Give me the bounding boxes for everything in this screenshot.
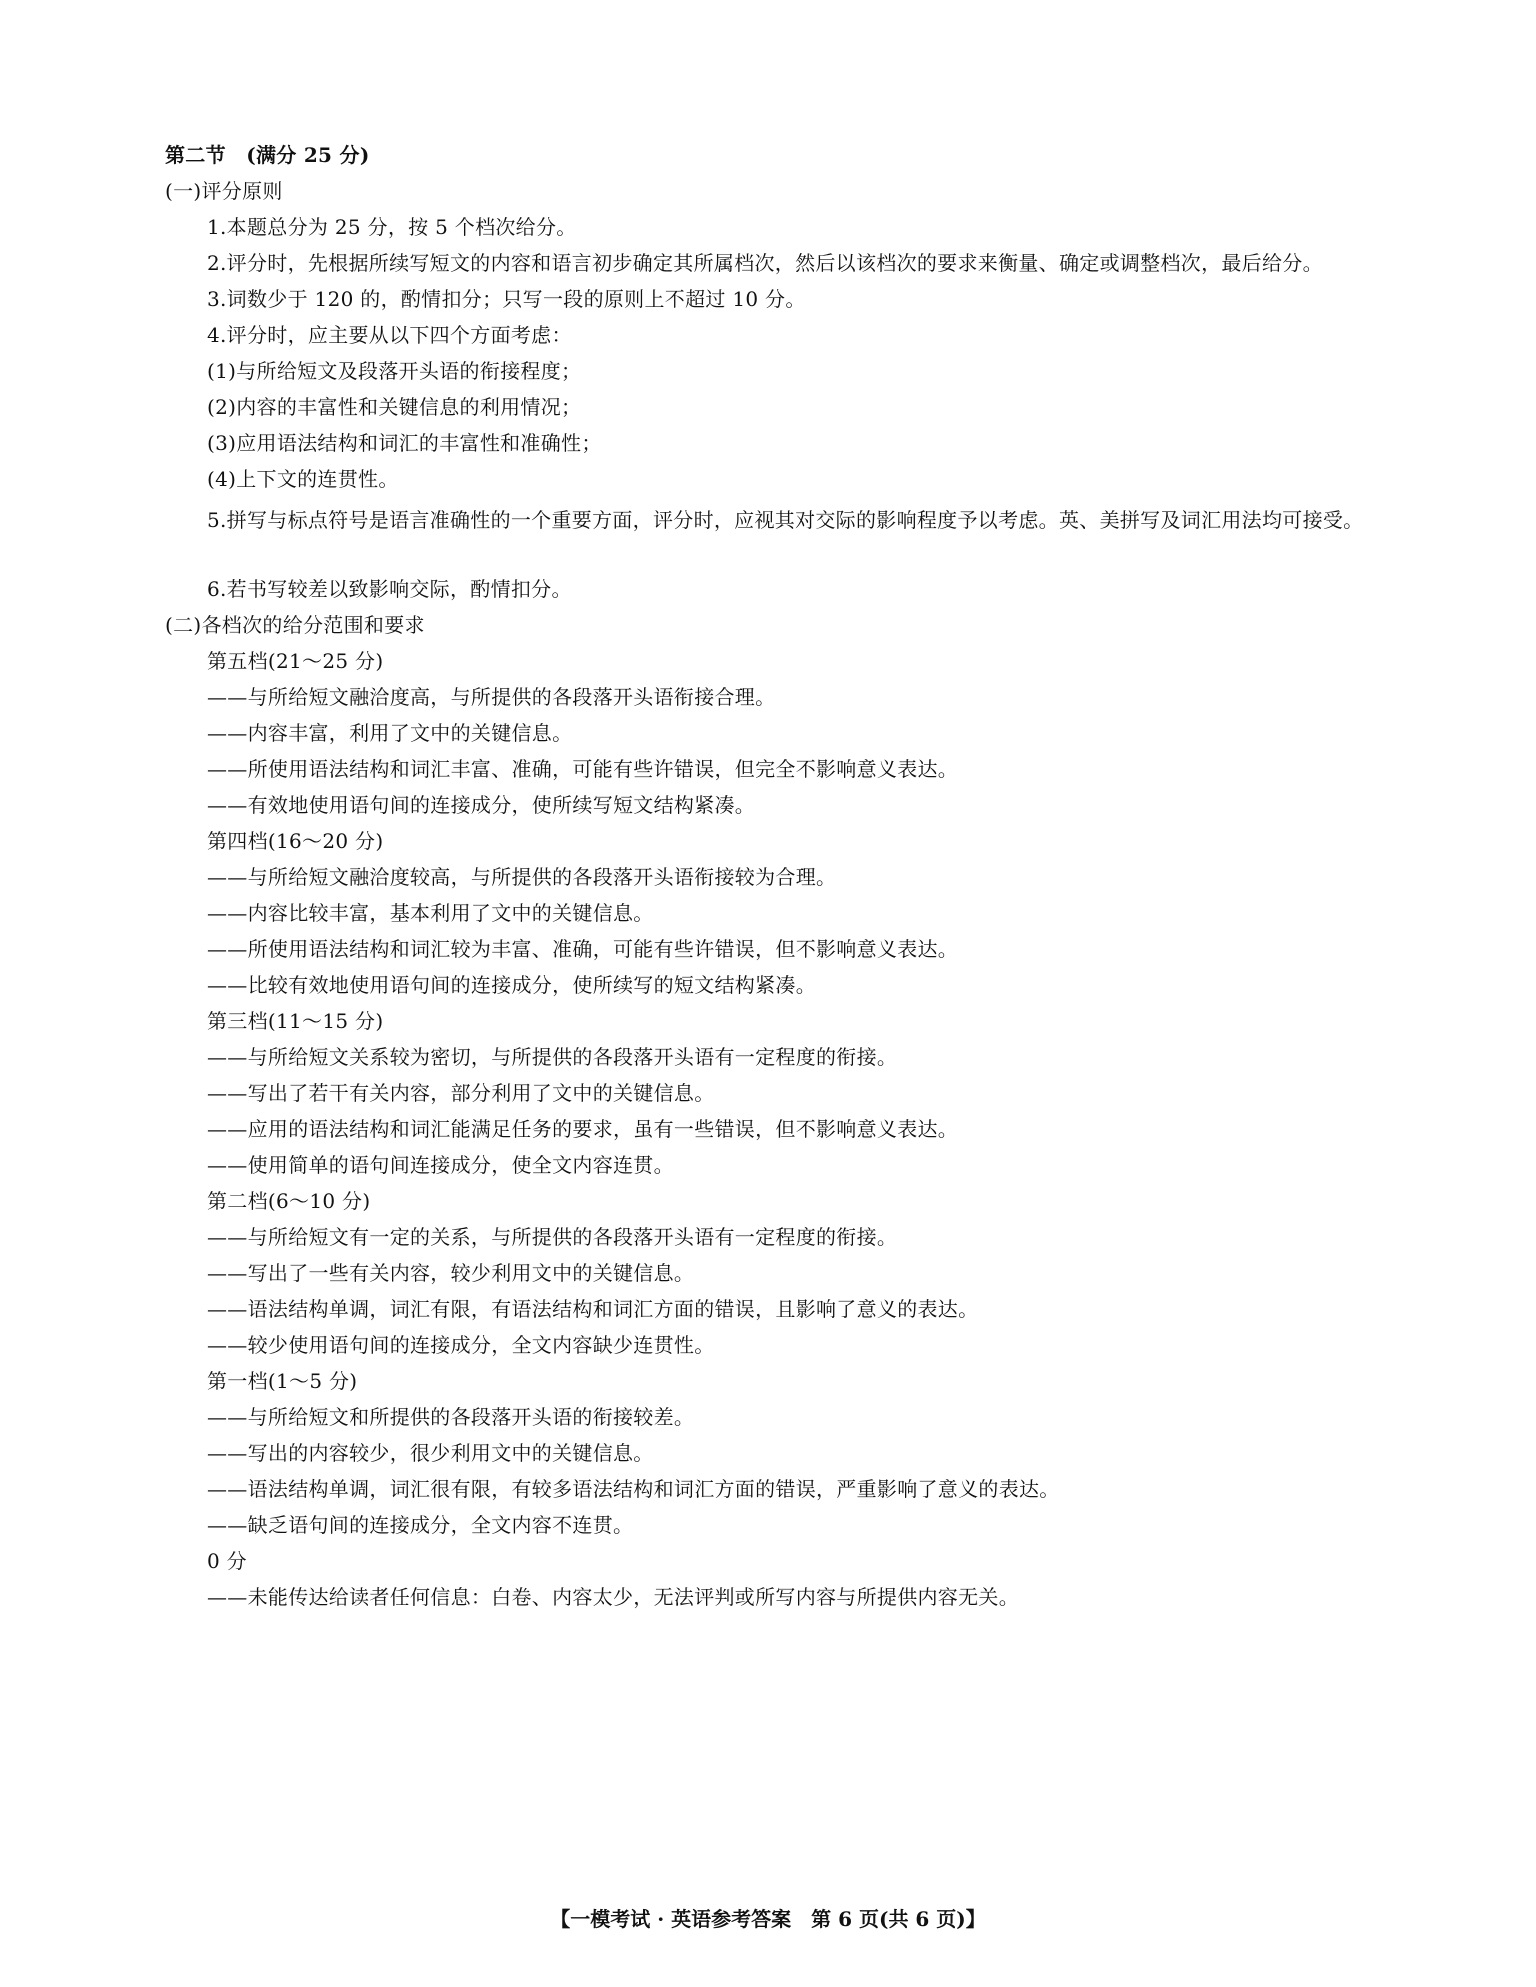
level-criterion: ——所使用语法结构和词汇较为丰富、准确，可能有些许错误，但不影响意义表达。	[207, 937, 959, 961]
principle-sub-item: (1)与所给短文及段落开头语的衔接程度；	[207, 359, 582, 383]
level-title: 0 分	[207, 1549, 247, 1573]
level-criterion: ——应用的语法结构和词汇能满足任务的要求，虽有一些错误，但不影响意义表达。	[207, 1117, 959, 1141]
principle-item: 5.拼写与标点符号是语言准确性的一个重要方面，评分时，应视其对交际的影响程度予以考虑。英、美拼写及词汇用法均可接受。	[207, 508, 1364, 532]
level-criterion: ——写出了若干有关内容，部分利用了文中的关键信息。	[207, 1081, 715, 1105]
principle-item: 3.词数少于 120 的，酌情扣分；只写一段的原则上不超过 10 分。	[207, 287, 806, 311]
level-criterion: ——所使用语法结构和词汇丰富、准确，可能有些许错误，但完全不影响意义表达。	[207, 757, 959, 781]
level-criterion: ——语法结构单调，词汇很有限，有较多语法结构和词汇方面的错误，严重影响了意义的表达。	[207, 1477, 1060, 1501]
principle-item: 2.评分时，先根据所续写短文的内容和语言初步确定其所属档次，然后以该档次的要求来衡量、确定或调整档次，最后给分。	[207, 251, 1323, 275]
level-title: 第五档(21～25 分)	[207, 649, 384, 673]
level-criterion: ——与所给短文融洽度较高，与所提供的各段落开头语衔接较为合理。	[207, 865, 837, 889]
principle-sub-item: (3)应用语法结构和词汇的丰富性和准确性；	[207, 431, 602, 455]
level-criterion: ——使用简单的语句间连接成分，使全文内容连贯。	[207, 1153, 674, 1177]
principle-sub-item: (4)上下文的连贯性。	[207, 467, 399, 491]
level-criterion: ——缺乏语句间的连接成分，全文内容不连贯。	[207, 1513, 634, 1537]
level-criterion: ——有效地使用语句间的连接成分，使所续写短文结构紧凑。	[207, 793, 756, 817]
section-title: 第二节 (满分 25 分)	[165, 143, 370, 167]
level-title: 第四档(16～20 分)	[207, 829, 384, 853]
level-title: 第一档(1～5 分)	[207, 1369, 358, 1393]
principles-heading: (一)评分原则	[165, 179, 283, 203]
level-criterion: ——未能传达给读者任何信息：白卷、内容太少，无法评判或所写内容与所提供内容无关。	[207, 1585, 1019, 1609]
page-footer: 【一模考试 · 英语参考答案 第 6 页(共 6 页)】	[550, 1907, 986, 1931]
principle-item: 4.评分时，应主要从以下四个方面考虑：	[207, 323, 572, 347]
level-title: 第二档(6～10 分)	[207, 1189, 371, 1213]
level-criterion: ——与所给短文融洽度高，与所提供的各段落开头语衔接合理。	[207, 685, 776, 709]
level-criterion: ——与所给短文关系较为密切，与所提供的各段落开头语有一定程度的衔接。	[207, 1045, 898, 1069]
level-criterion: ——内容比较丰富，基本利用了文中的关键信息。	[207, 901, 654, 925]
level-criterion: ——比较有效地使用语句间的连接成分，使所续写的短文结构紧凑。	[207, 973, 816, 997]
level-criterion: ——语法结构单调，词汇有限，有语法结构和词汇方面的错误，且影响了意义的表达。	[207, 1297, 979, 1321]
level-criterion: ——写出的内容较少，很少利用文中的关键信息。	[207, 1441, 654, 1465]
principle-item: 1.本题总分为 25 分，按 5 个档次给分。	[207, 215, 577, 239]
level-criterion: ——与所给短文和所提供的各段落开头语的衔接较差。	[207, 1405, 695, 1429]
principle-item: 6.若书写较差以致影响交际，酌情扣分。	[207, 577, 572, 601]
principle-sub-item: (2)内容的丰富性和关键信息的利用情况；	[207, 395, 582, 419]
level-criterion: ——写出了一些有关内容，较少利用文中的关键信息。	[207, 1261, 695, 1285]
level-criterion: ——较少使用语句间的连接成分，全文内容缺少连贯性。	[207, 1333, 715, 1357]
levels-heading: (二)各档次的给分范围和要求	[165, 613, 425, 637]
level-criterion: ——与所给短文有一定的关系，与所提供的各段落开头语有一定程度的衔接。	[207, 1225, 898, 1249]
level-criterion: ——内容丰富，利用了文中的关键信息。	[207, 721, 573, 745]
level-title: 第三档(11～15 分)	[207, 1009, 384, 1033]
